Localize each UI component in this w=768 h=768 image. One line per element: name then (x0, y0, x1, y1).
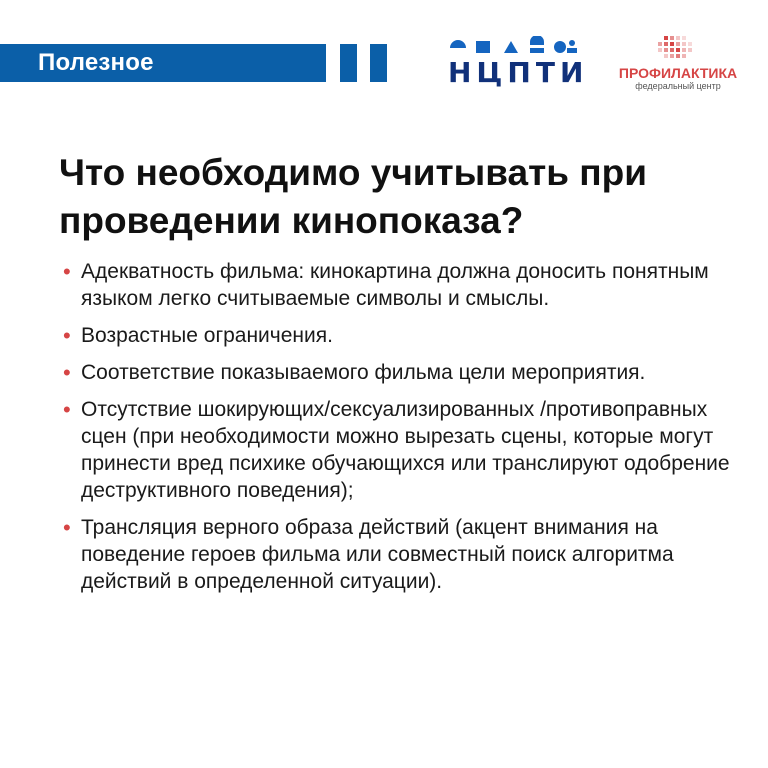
decor-bar (370, 44, 387, 82)
list-item (63, 322, 753, 349)
bullet-icon: • (63, 397, 71, 422)
list-item-text: Трансляция верного образа действий (акцент внимания на поведение героев фильма или совместный поиск алгоритма действий в определенной ситуации). (81, 516, 674, 593)
list-item-text: Адекватность фильма: кинокартина должна доносить понятным языком легко считываемые символы и смыслы. (81, 260, 709, 310)
profilaktika-logo-subtitle: федеральный центр (635, 81, 721, 91)
decor-bar (340, 44, 357, 82)
page-title: Что необходимо учитывать при проведении кинопоказа? (59, 152, 647, 241)
considerations-list (63, 258, 753, 605)
bullet-icon: • (63, 259, 71, 284)
nupti-logo (448, 36, 589, 92)
nupti-logo-text: НЦПТИ (448, 56, 589, 89)
section-banner (0, 44, 326, 82)
list-item (63, 359, 753, 386)
banner-label: Полезное (38, 49, 154, 76)
list-item-text: Соответствие показываемого фильма цели мероприятия. (81, 361, 646, 384)
list-item (63, 514, 753, 595)
list-item-text: Отсутствие шокирующих/сексуализированных /противоправных сцен (при необходимости можно вырезать сцены, которые могут принести вред психике обучающихся или транслируют одобрение деструктивного поведения); (81, 398, 730, 502)
profilaktika-logo-title: ПРОФИЛАКТИКА (618, 65, 738, 81)
nupti-shapes-icon (448, 36, 580, 56)
bullet-icon: • (63, 323, 71, 348)
bullet-icon: • (63, 360, 71, 385)
profilaktika-logo (603, 34, 753, 96)
list-item-text: Возрастные ограничения. (81, 324, 333, 347)
pixel-grid-icon (603, 34, 753, 64)
bullet-icon: • (63, 515, 71, 540)
list-item (63, 258, 753, 312)
list-item (63, 396, 753, 504)
